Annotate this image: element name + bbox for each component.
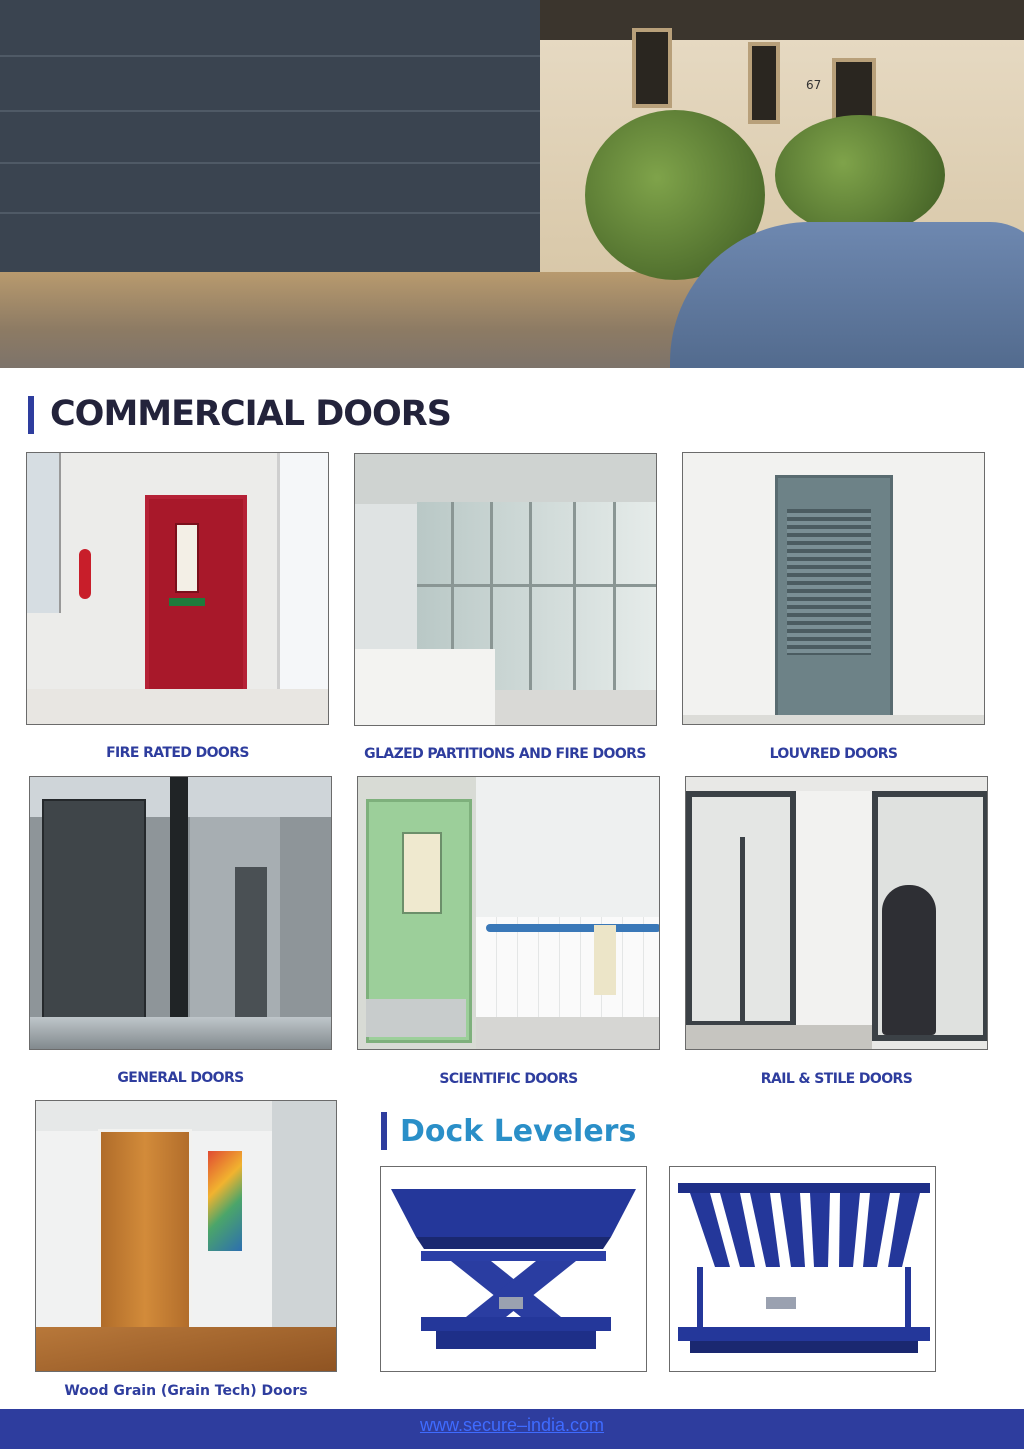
shrub — [775, 115, 945, 235]
louvred-doors-image — [682, 452, 985, 725]
house-window — [632, 28, 672, 108]
house-window — [748, 42, 780, 124]
section-heading-dock-levelers: Dock Levelers — [400, 1114, 637, 1149]
caption-scientific-doors: SCIENTIFIC DOORS — [439, 1071, 578, 1087]
dock-leveler-illustration — [670, 1167, 936, 1372]
hero-image — [0, 0, 1024, 368]
caption-wood-grain-doors: Wood Grain (Grain Tech) Doors — [64, 1383, 308, 1399]
section-heading-commercial-doors: COMMERCIAL DOORS — [50, 394, 451, 434]
heading-accent-bar — [28, 396, 34, 434]
garage-door — [0, 0, 540, 272]
caption-general-doors: GENERAL DOORS — [117, 1070, 244, 1086]
roof-eave — [540, 0, 1024, 40]
glazed-partitions-image — [354, 453, 657, 726]
caption-glazed-partitions: GLAZED PARTITIONS AND FIRE DOORS — [364, 746, 646, 762]
caption-rail-and-stile-doors: RAIL & STILE DOORS — [760, 1071, 913, 1087]
fire-rated-doors-image — [26, 452, 329, 725]
website-link[interactable]: www.secure–india.com — [419, 1415, 605, 1435]
wood-grain-doors-image — [35, 1100, 337, 1372]
caption-fire-rated-doors: FIRE RATED DOORS — [106, 745, 249, 761]
dock-heading-accent-bar — [381, 1112, 387, 1150]
dock-leveler-illustration — [381, 1167, 647, 1372]
caption-louvred-doors: LOUVRED DOORS — [769, 746, 898, 762]
dock-leveler-image-1 — [380, 1166, 647, 1372]
house-number: 67 — [806, 78, 822, 92]
footer-bar — [0, 1409, 1024, 1449]
dock-leveler-image-2 — [669, 1166, 936, 1372]
general-doors-image — [29, 776, 332, 1050]
rail-and-stile-doors-image — [685, 776, 988, 1050]
scientific-doors-image — [357, 776, 660, 1050]
